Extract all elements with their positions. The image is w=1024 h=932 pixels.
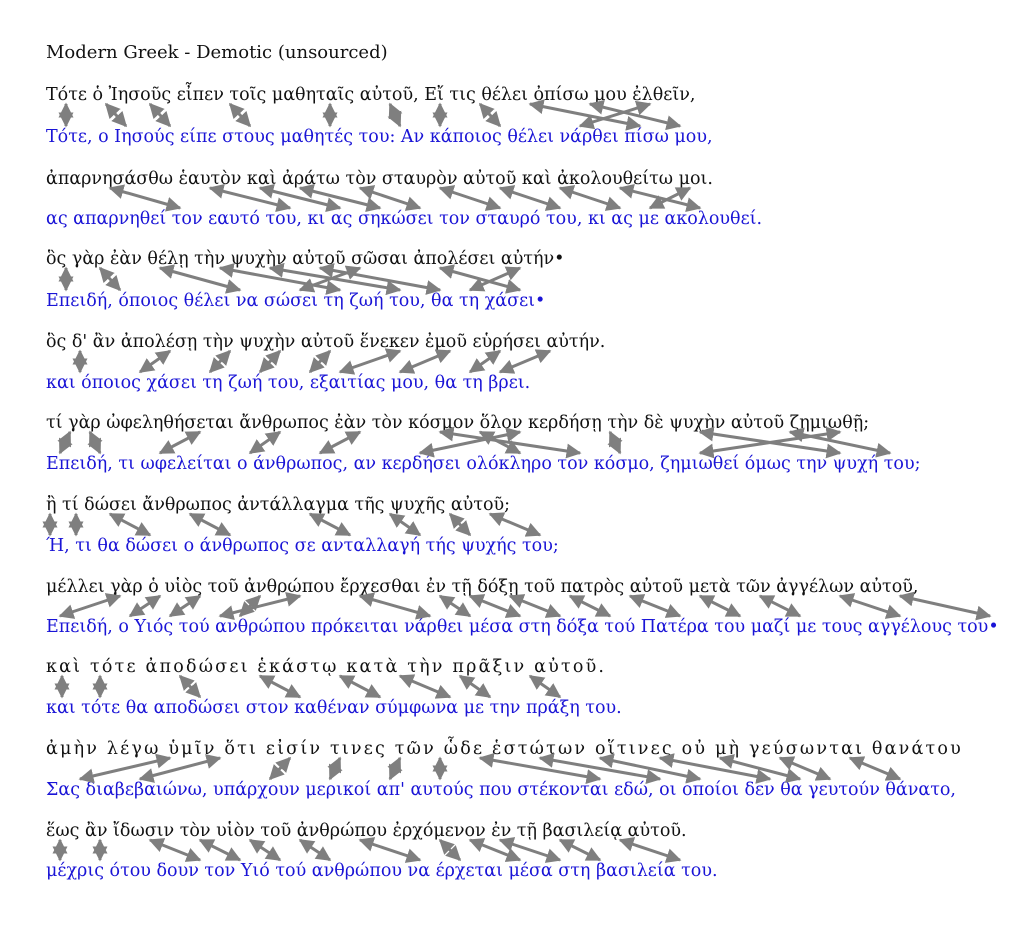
modern-greek-verse-7: Επειδή, ο Υιός τού ανθρώπου πρόκειται νάρθει μέσα στη δόξα τού Πατέρα του μαζί με τους αγγέλους του•: [46, 617, 999, 637]
modern-greek-verse-4: και όποιος χάσει τη ζωή του, εξαιτίας μου, θα τη βρει.: [46, 373, 531, 393]
ancient-greek-verse-3: ὃς γὰρ ἐὰν θέλῃ τὴν ψυχὴν αὐτοῦ σῶσαι ἀπολέσει αὐτήν•: [46, 249, 565, 269]
modern-greek-verse-9: Σας διαβεβαιώνω, υπάρχουν μερικοί απ' αυτούς που στέκονται εδώ, οι οποίοι δεν θα γευτούν θάνατο,: [46, 780, 956, 800]
ancient-greek-verse-4: ὃς δ' ἂν ἀπολέσῃ τὴν ψυχὴν αὐτοῦ ἕνεκεν ἐμοῦ εὑρήσει αὐτήν.: [46, 332, 606, 352]
ancient-greek-verse-6: ἢ τί δώσει ἄνθρωπος ἀντάλλαγμα τῆς ψυχῆς αὐτοῦ;: [46, 495, 511, 515]
ancient-greek-verse-10: ἕως ἂν ἴδωσιν τὸν υἱὸν τοῦ ἀνθρώπου ἐρχόμενον ἐν τῇ βασιλείᾳ αὐτοῦ.: [46, 821, 687, 841]
modern-greek-verse-1: Τότε, ο Ιησούς είπε στους μαθητές του: Αν κάποιος θέλει νάρθει πίσω μου,: [46, 127, 713, 147]
modern-greek-verse-6: Ή, τι θα δώσει ο άνθρωπος σε ανταλλαγή τής ψυχής του;: [46, 536, 559, 556]
ancient-greek-verse-7: μέλλει γὰρ ὁ υἱὸς τοῦ ἀνθρώπου ἔρχεσθαι ἐν τῇ δόξῃ τοῦ πατρὸς αὐτοῦ μετὰ τῶν ἀγγέλων αὐτοῦ,: [46, 577, 919, 597]
page-title: Modern Greek - Demotic (unsourced): [46, 42, 388, 63]
modern-greek-verse-3: Επειδή, όποιος θέλει να σώσει τη ζωή του, θα τη χάσει•: [46, 291, 546, 311]
ancient-greek-verse-5: τί γὰρ ὠφεληθήσεται ἄνθρωπος ἐὰν τὸν κόσμον ὅλον κερδήσῃ τὴν δὲ ψυχὴν αὐτοῦ ζημιωθῇ;: [46, 413, 870, 433]
ancient-greek-verse-9: ἀμὴν λέγω ὑμῖν ὅτι εἰσίν τινες τῶν ὧδε ἑστώτων οἵτινες οὐ μὴ γεύσωνται θανάτου: [46, 739, 963, 759]
modern-greek-verse-10: μέχρις ότου δουν τον Υιό τού ανθρώπου να έρχεται μέσα στη βασιλεία του.: [46, 861, 718, 881]
ancient-greek-verse-2: ἀπαρνησάσθω ἑαυτὸν καὶ ἀράτω τὸν σταυρὸν αὐτοῦ καὶ ἀκολουθείτω μοι.: [46, 169, 713, 189]
ancient-greek-verse-8: καὶ τότε ἀποδώσει ἑκάστῳ κατὰ τὴν πρᾶξιν αὐτοῦ.: [46, 657, 607, 677]
ancient-greek-verse-1: Τότε ὁ Ἰησοῦς εἶπεν τοῖς μαθηταῖς αὐτοῦ, Εἴ τις θέλει ὀπίσω μου ἐλθεῖν,: [46, 85, 696, 105]
modern-greek-verse-8: και τότε θα αποδώσει στον καθέναν σύμφωνα με την πράξη του.: [46, 698, 622, 718]
modern-greek-verse-5: Επειδή, τι ωφελείται ο άνθρωπος, αν κερδήσει ολόκληρο τον κόσμο, ζημιωθεί όμως την ψυχή του;: [46, 454, 921, 474]
modern-greek-verse-2: ας απαρνηθεί τον εαυτό του, κι ας σηκώσει τον σταυρό του, κι ας με ακολουθεί.: [46, 209, 763, 229]
